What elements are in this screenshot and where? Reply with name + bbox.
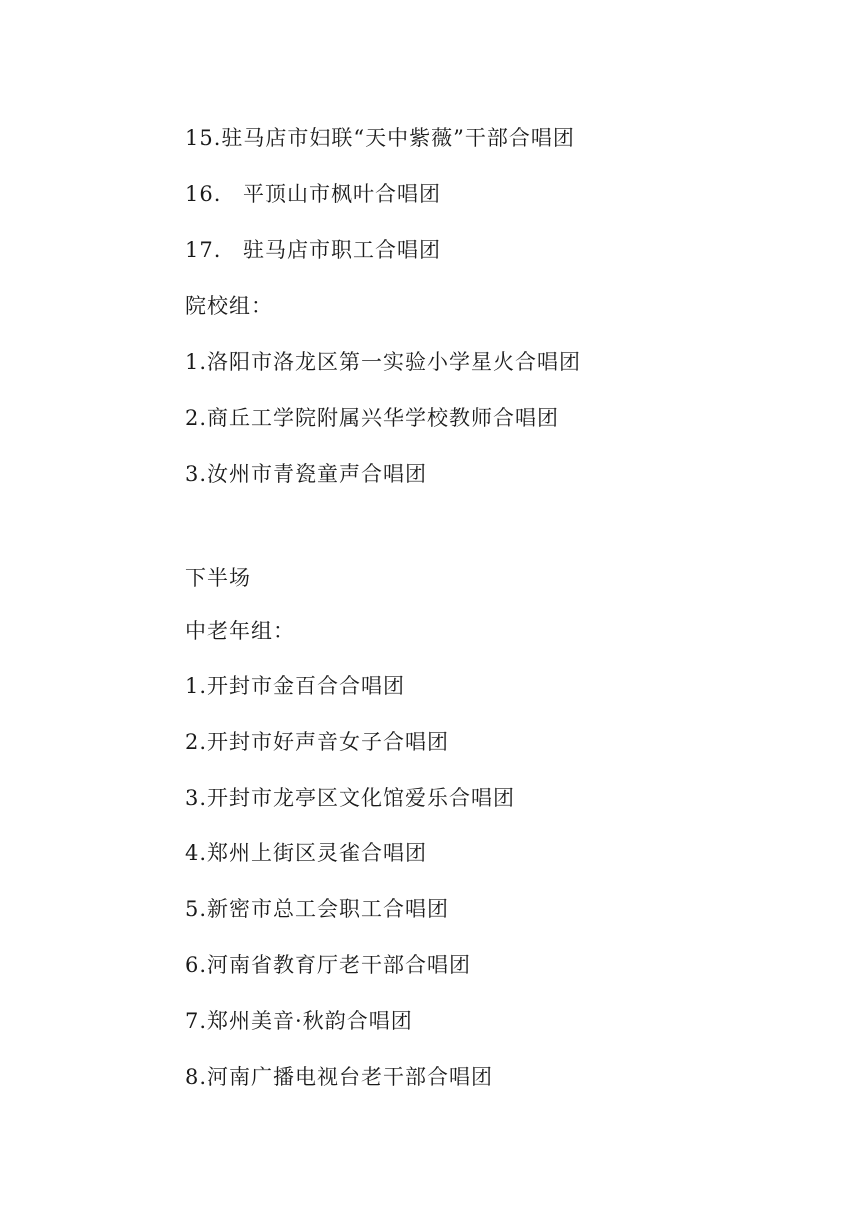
list-item [185, 236, 441, 264]
list-item [185, 1007, 413, 1035]
school-group-heading: 院校组： [185, 294, 273, 318]
item-text: 汝州市青瓷童声合唱团 [207, 462, 428, 486]
item-text: 商丘工学院附属兴华学校教师合唱团 [207, 406, 560, 430]
item-number: 2. [185, 730, 208, 754]
list-item [185, 728, 449, 756]
item-text: 郑州美音·秋韵合唱团 [207, 1009, 413, 1033]
list-item [185, 895, 449, 923]
item-text: 河南广播电视台老干部合唱团 [207, 1065, 494, 1089]
item-text: 郑州上街区灵雀合唱团 [207, 841, 428, 865]
second-half-heading: 下半场 [185, 566, 251, 590]
list-item [185, 124, 575, 152]
item-text: 开封市金百合合唱团 [207, 674, 406, 698]
item-text: 新密市总工会职工合唱团 [207, 897, 450, 921]
list-item [185, 348, 581, 376]
item-text: 驻马店市妇联“天中紫薇”干部合唱团 [221, 126, 575, 150]
item-number: 1. [185, 674, 208, 698]
list-item [185, 404, 559, 432]
item-number: 17. [185, 238, 222, 262]
item-text: 洛阳市洛龙区第一实验小学星火合唱团 [207, 350, 582, 374]
list-item [185, 672, 405, 700]
item-number: 5. [185, 897, 208, 921]
item-number: 4. [185, 841, 208, 865]
list-item [185, 1063, 493, 1091]
item-number: 1. [185, 350, 208, 374]
item-number: 16. [185, 182, 222, 206]
item-number: 15. [185, 126, 222, 150]
list-item [185, 460, 427, 488]
senior-group-heading: 中老年组： [185, 619, 295, 643]
item-number: 8. [185, 1065, 208, 1089]
item-text: 驻马店市职工合唱团 [243, 238, 441, 262]
list-item [185, 839, 427, 867]
item-number: 6. [185, 953, 208, 977]
item-text: 开封市龙亭区文化馆爱乐合唱团 [207, 786, 516, 810]
list-item [185, 784, 515, 812]
item-number: 2. [185, 406, 208, 430]
list-item [185, 951, 471, 979]
item-text: 平顶山市枫叶合唱团 [243, 182, 441, 206]
item-text: 开封市好声音女子合唱团 [207, 730, 450, 754]
item-number: 3. [185, 786, 208, 810]
item-number: 7. [185, 1009, 208, 1033]
list-item [185, 180, 441, 208]
item-text: 河南省教育厅老干部合唱团 [207, 953, 472, 977]
item-number: 3. [185, 462, 208, 486]
